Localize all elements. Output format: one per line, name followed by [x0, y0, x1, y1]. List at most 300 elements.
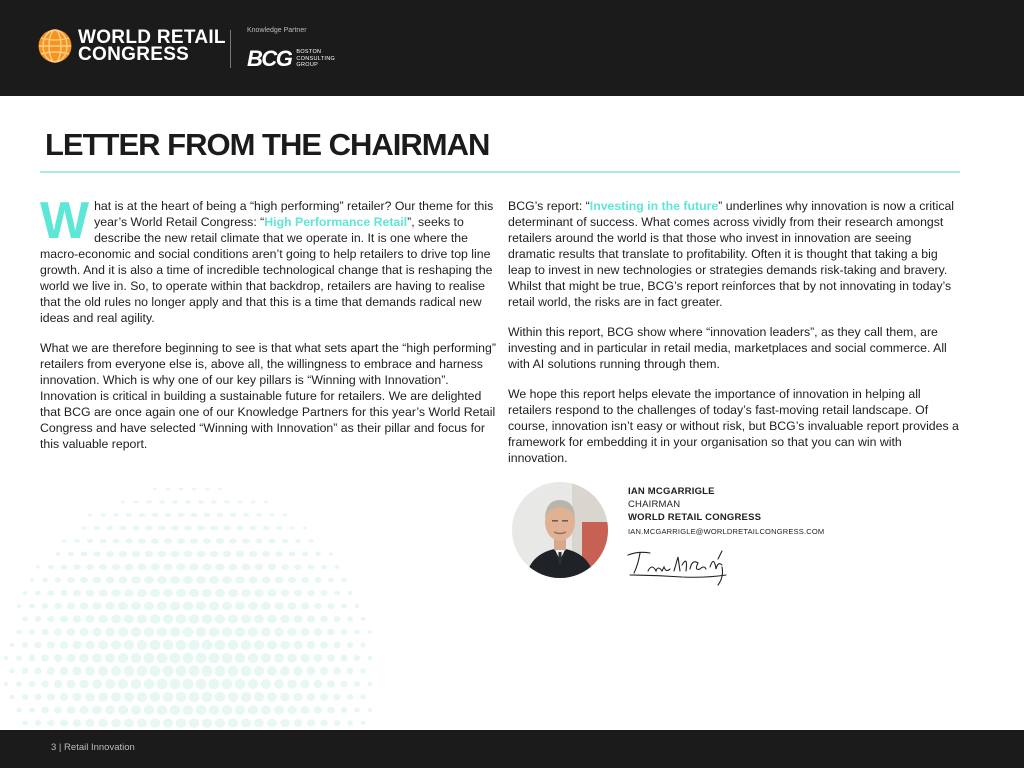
globe-dot: [67, 680, 76, 689]
globe-dot: [107, 526, 113, 530]
globe-dot: [183, 602, 193, 611]
globe-dot: [209, 576, 219, 584]
globe-dot: [48, 565, 54, 569]
globe-dot: [209, 705, 220, 715]
globe-dot: [196, 576, 206, 584]
globe-dot: [85, 719, 94, 727]
globe-dot: [176, 692, 187, 702]
globe-dot: [62, 539, 67, 542]
footer-bar: [0, 730, 1024, 768]
globe-dot: [98, 666, 108, 676]
globe-dot: [287, 653, 296, 662]
globe-dot: [172, 500, 178, 504]
globe-dot: [243, 513, 249, 517]
globe-dot: [85, 693, 94, 702]
globe-dot: [163, 692, 174, 702]
globe-dot: [54, 706, 62, 713]
globe-dot: [137, 640, 148, 650]
globe-dot: [262, 551, 270, 557]
globe-dot: [68, 552, 74, 556]
globe-dot: [124, 666, 134, 676]
globe-dot: [17, 604, 22, 608]
globe-dot: [267, 640, 277, 649]
globe-dot: [29, 707, 35, 713]
globe-dot: [241, 666, 252, 677]
globe-dot: [111, 615, 121, 624]
globe-dot: [242, 564, 251, 571]
globe-dot: [249, 551, 257, 557]
globe-dot: [86, 564, 94, 570]
globe-dot: [241, 640, 251, 650]
knowledge-partner-label: Knowledge Partner: [247, 27, 307, 34]
globe-dot: [113, 513, 119, 517]
globe-dot: [189, 666, 200, 677]
globe-dot: [36, 565, 40, 568]
globe-dot: [261, 602, 271, 610]
globe-dot: [354, 629, 360, 634]
globe-dot: [120, 526, 127, 530]
globe-dot: [176, 563, 185, 570]
globe-dot: [301, 602, 309, 609]
globe-dot: [100, 539, 107, 544]
globe-dot: [288, 602, 297, 609]
globe-dot: [145, 551, 154, 557]
globe-dot: [333, 694, 340, 701]
globe-dot: [47, 693, 55, 700]
page-title: LETTER FROM THE CHAIRMAN: [45, 127, 490, 162]
globe-dot: [22, 694, 28, 700]
globe-dot: [35, 616, 42, 622]
globe-dot: [176, 589, 186, 597]
globe-dot: [361, 617, 366, 621]
globe-dot: [54, 654, 62, 662]
globe-dot: [138, 538, 146, 543]
globe-dot: [185, 500, 191, 504]
globe-dot: [47, 641, 55, 648]
globe-dot: [157, 627, 168, 637]
globe-dot: [170, 602, 180, 611]
globe-dot: [54, 680, 62, 688]
globe-icon: [38, 29, 72, 63]
globe-dot: [60, 590, 67, 596]
globe-dot: [327, 680, 335, 688]
globe-dot: [189, 563, 198, 570]
globe-dot: [204, 513, 211, 517]
handwritten-signature: [626, 545, 730, 587]
globe-dot: [150, 614, 160, 623]
globe-dot: [301, 654, 310, 663]
globe-dot: [42, 578, 48, 583]
globe-dot: [124, 640, 134, 650]
globe-dot: [368, 630, 372, 634]
globe-dot: [124, 692, 134, 702]
globe-dot: [274, 602, 283, 610]
dot-globe-decoration: [0, 440, 380, 730]
globe-dot: [307, 641, 316, 649]
globe-dot: [165, 513, 172, 517]
globe-dot: [47, 616, 54, 623]
globe-dot: [183, 705, 194, 715]
globe-dot: [254, 719, 264, 728]
globe-dot: [157, 679, 168, 689]
globe-dot: [288, 551, 295, 556]
globe-dot: [144, 653, 155, 663]
globe-dot: [301, 577, 309, 583]
globe-dot: [218, 488, 222, 490]
globe-dot: [29, 629, 35, 635]
globe-dot: [144, 679, 155, 689]
globe-dot: [163, 666, 174, 677]
globe-dot: [67, 654, 76, 663]
globe-dot: [60, 641, 68, 649]
globe-dot: [189, 692, 200, 702]
globe-dot: [35, 720, 42, 726]
globe-dot: [9, 668, 14, 673]
globe-dot: [144, 705, 155, 715]
left-paragraph-2: What we are therefore beginning to see is that what sets apart the “high performing” retailers from everyone else is, above all, the willingness to embrace and harness innovation. Which is why one of our key pillars is “Winning with Innovation”. Innovation is critical in building a sustainable future for retailers. We are delighted that BCG are once again one of our Knowledge Partners for this year’s World Retail Congress and have selected “Winning with Innovation” as their pillar and focus for this valuable report.: [40, 341, 496, 451]
globe-dot: [131, 602, 141, 610]
header-divider: [230, 30, 231, 68]
globe-dot: [308, 539, 313, 543]
globe-dot: [163, 718, 174, 727]
globe-dot: [124, 589, 134, 597]
globe-dot: [334, 590, 340, 595]
globe-dot: [111, 692, 121, 701]
globe-dot: [241, 589, 251, 597]
globe-dot: [118, 602, 128, 610]
globe-dot: [197, 551, 206, 557]
globe-dot: [144, 602, 154, 611]
globe-dot: [88, 514, 92, 517]
globe-dot: [72, 666, 81, 675]
globe-dot: [106, 551, 114, 557]
globe-dot: [93, 551, 100, 556]
globe-dot: [340, 681, 347, 688]
globe-dot: [131, 653, 142, 663]
globe-dot: [92, 628, 102, 637]
globe-dot: [235, 653, 246, 663]
globe-dot: [61, 565, 67, 570]
globe-dot: [29, 655, 36, 662]
globe-dot: [216, 538, 224, 544]
header-bar: [0, 0, 1024, 96]
globe-dot: [74, 539, 80, 543]
globe-dot: [137, 666, 148, 677]
globe-dot: [124, 615, 134, 624]
globe-dot: [41, 629, 48, 636]
globe-dot: [263, 526, 270, 530]
globe-dot: [248, 705, 258, 714]
globe-dot: [314, 603, 322, 610]
globe-dot: [275, 577, 284, 584]
globe-dot: [228, 614, 238, 623]
globe-dot: [184, 525, 192, 530]
globe-dot: [163, 614, 174, 623]
globe-dot: [261, 653, 271, 663]
globe-dot: [368, 682, 373, 687]
globe-dot: [192, 488, 197, 491]
globe-dot: [85, 666, 95, 676]
globe-dot: [34, 694, 41, 701]
globe-dot: [41, 654, 49, 661]
globe-dot: [315, 552, 321, 556]
globe-dot: [307, 693, 316, 701]
globe-dot: [341, 629, 348, 635]
globe-dot: [228, 692, 239, 702]
globe-dot: [137, 719, 147, 728]
globe-dot: [320, 720, 328, 727]
globe-dot: [106, 577, 115, 584]
globe-dot: [184, 551, 193, 557]
globe-dot: [254, 615, 264, 624]
brand-wordmark: [78, 29, 226, 63]
globe-dot: [29, 604, 35, 609]
globe-dot: [112, 538, 119, 543]
globe-dot: [254, 640, 264, 650]
globe-dot: [150, 589, 160, 597]
globe-dot: [320, 693, 328, 701]
globe-dot: [256, 513, 262, 517]
globe-dot: [255, 564, 264, 570]
globe-dot: [261, 627, 271, 636]
globe-dot: [276, 526, 282, 530]
globe-dot: [131, 679, 142, 689]
globe-dot: [133, 500, 138, 503]
globe-dot: [158, 551, 167, 557]
globe-dot: [81, 526, 86, 529]
globe-dot: [85, 615, 94, 623]
right-p1-text-start: BCG’s report: “: [508, 199, 590, 213]
globe-dot: [209, 653, 220, 664]
globe-dot: [93, 577, 101, 584]
globe-dot: [264, 501, 268, 504]
globe-dot: [170, 627, 181, 637]
bcg-line-1: BOSTON: [296, 49, 322, 56]
globe-dot: [274, 628, 284, 637]
left-p1-text-start: hat is at the heart of being a “high performing” retailer? Our theme for this year’s World Retail Congress: “: [94, 199, 494, 229]
globe-dot: [150, 718, 160, 727]
globe-dot: [241, 692, 251, 702]
globe-dot: [41, 707, 48, 714]
globe-dot: [242, 538, 250, 543]
globe-dot: [79, 628, 88, 636]
theme-highlight: High Performance Retail: [264, 215, 408, 229]
globe-dot: [196, 602, 206, 611]
globe-dot: [222, 602, 232, 611]
globe-dot: [202, 614, 213, 623]
globe-dot: [157, 602, 167, 611]
globe-dot: [262, 577, 271, 584]
globe-dot: [228, 564, 237, 571]
globe-dot: [368, 708, 372, 712]
globe-dot: [293, 641, 302, 650]
globe-dot: [248, 653, 258, 663]
globe-dot: [197, 525, 205, 530]
globe-dot: [34, 667, 41, 674]
globe-dot: [215, 589, 225, 597]
globe-dot: [248, 679, 258, 689]
globe-dot: [228, 718, 238, 727]
globe-dot: [60, 693, 68, 701]
globe-dot: [320, 590, 327, 596]
globe-dot: [132, 526, 139, 531]
globe-dot: [341, 578, 346, 582]
globe-dot: [22, 721, 28, 726]
globe-dot: [360, 642, 365, 647]
globe-dot: [327, 654, 335, 662]
globe-dot: [315, 577, 322, 582]
globe-dot: [280, 640, 290, 649]
globe-dot: [54, 628, 62, 635]
globe-dot: [170, 653, 181, 664]
globe-dot: [137, 614, 147, 623]
globe-dot: [183, 576, 193, 584]
globe-dot: [150, 692, 161, 702]
globe-dot: [111, 719, 121, 728]
globe-dot: [282, 539, 289, 544]
globe-dot: [80, 577, 88, 583]
globe-dot: [105, 653, 115, 663]
globe-dot: [111, 589, 120, 597]
globe-dot: [210, 551, 219, 557]
globe-dot: [118, 627, 128, 636]
globe-dot: [29, 681, 36, 688]
globe-dot: [164, 538, 172, 544]
globe-dot: [139, 513, 145, 517]
globe-dot: [228, 640, 239, 650]
globe-dot: [146, 500, 152, 503]
globe-dot: [307, 719, 315, 726]
globe-dot: [267, 666, 277, 676]
globe-dot: [183, 627, 194, 637]
globe-dot: [217, 513, 224, 517]
globe-dot: [30, 578, 35, 582]
globe-dot: [328, 578, 334, 583]
globe-dot: [354, 681, 360, 687]
globe-dot: [293, 666, 302, 675]
left-p1-text-end: ”, seeks to describe the new retail climate that we operate in. It is one where the macro-economic and social conditions aren’t going to help retailers to drive top line growth. And it is also a time of incredible technological change that is reshaping the world we live in. So, to operate within that backdrop, retailers are having to realise that the old rules no longer apply and that this is a time that demands radical new ideas and real agility.: [40, 215, 493, 325]
globe-dot: [287, 679, 296, 688]
globe-dot: [274, 679, 284, 688]
globe-dot: [229, 538, 237, 544]
globe-dot: [295, 539, 301, 543]
globe-dot: [16, 708, 21, 713]
globe-dot: [261, 679, 271, 689]
globe-dot: [10, 695, 15, 700]
globe-dot: [215, 718, 225, 727]
globe-dot: [236, 526, 243, 531]
globe-dot: [73, 719, 82, 727]
globe-dot: [81, 552, 88, 557]
globe-dot: [79, 706, 88, 714]
globe-dot: [248, 576, 257, 583]
globe-dot: [22, 642, 28, 648]
globe-dot: [92, 602, 101, 610]
signatory-name: IAN MCGARRIGLE: [628, 486, 715, 497]
globe-dot: [144, 627, 155, 637]
globe-dot: [321, 565, 327, 569]
globe-dot: [235, 627, 245, 636]
globe-dot: [280, 719, 289, 727]
globe-dot: [16, 655, 22, 661]
globe-dot: [132, 551, 140, 557]
globe-dot: [209, 627, 220, 637]
globe-dot: [150, 666, 161, 677]
globe-dot: [54, 603, 62, 609]
globe-dot: [301, 706, 310, 714]
globe-dot: [360, 694, 365, 699]
right-paragraph-1: [508, 198, 960, 310]
globe-dot: [99, 564, 107, 570]
globe-dot: [67, 706, 76, 714]
globe-dot: [41, 680, 49, 687]
bcg-full-name: [296, 49, 335, 69]
globe-dot: [215, 614, 226, 623]
globe-dot: [183, 679, 194, 690]
globe-dot: [235, 705, 245, 714]
globe-dot: [121, 501, 126, 504]
globe-dot: [131, 627, 141, 636]
globe-dot: [254, 692, 264, 702]
globe-dot: [190, 538, 198, 544]
globe-dot: [215, 640, 226, 650]
globe-dot: [16, 630, 21, 635]
globe-dot: [105, 679, 115, 689]
globe-dot: [222, 576, 232, 584]
globe-dot: [215, 564, 224, 571]
globe-dot: [215, 692, 226, 702]
globe-dot: [320, 667, 328, 675]
globe-dot: [79, 680, 88, 689]
signatory-email[interactable]: IAN.MCGARRIGLE@WORLDRETAILCONGRESS.COM: [628, 527, 825, 536]
globe-dot: [222, 679, 233, 689]
globe-dot: [228, 589, 238, 597]
globe-dot: [118, 705, 128, 714]
globe-dot: [289, 526, 294, 530]
globe-dot: [307, 667, 316, 676]
globe-dot: [137, 589, 147, 597]
globe-dot: [347, 642, 353, 648]
globe-dot: [55, 552, 60, 556]
right-paragraph-2: Within this report, BCG show where “innovation leaders”, as they call them, are investing and in particular in retail media, marketplaces and social commerce. All with AI solutions running through them.: [508, 325, 947, 371]
globe-dot: [189, 718, 200, 727]
globe-dot: [67, 603, 75, 610]
globe-dot: [241, 615, 251, 624]
globe-dot: [209, 602, 219, 611]
signatory-role: CHAIRMAN: [628, 499, 681, 510]
globe-dot: [98, 640, 108, 649]
signatory-organization: WORLD RETAIL CONGRESS: [628, 512, 762, 523]
footer-separator: |: [56, 742, 65, 753]
globe-dot: [202, 718, 213, 727]
globe-dot: [196, 653, 207, 664]
globe-dot: [98, 719, 107, 727]
globe-dot: [202, 692, 213, 702]
globe-dot: [144, 576, 154, 583]
globe-dot: [196, 627, 207, 637]
globe-dot: [112, 564, 121, 570]
globe-dot: [152, 513, 159, 517]
globe-dot: [235, 576, 244, 583]
globe-dot: [73, 641, 82, 649]
globe-dot: [60, 615, 68, 622]
globe-dot: [151, 538, 159, 544]
globe-dot: [235, 602, 245, 610]
globe-dot: [303, 527, 308, 530]
globe-dot: [47, 667, 55, 675]
globe-dot: [354, 707, 360, 712]
globe-dot: [60, 667, 69, 676]
